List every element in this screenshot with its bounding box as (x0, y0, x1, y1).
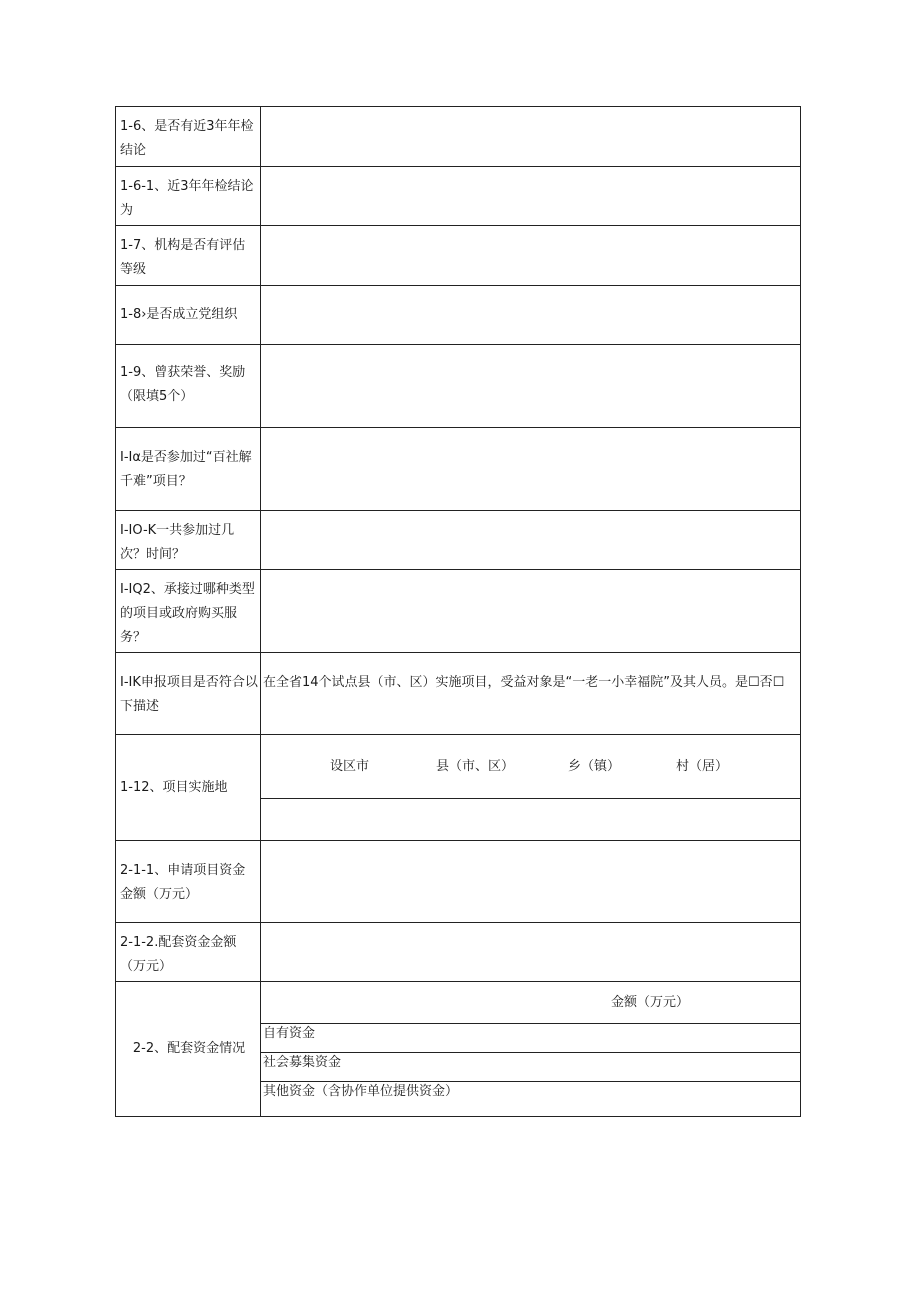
row-party-organization (116, 286, 800, 345)
row-label: 1-7、机构是否有评估等级 (116, 226, 261, 285)
row-inspection-result (116, 167, 800, 226)
inspection-result-field[interactable] (261, 167, 800, 225)
row-label: 1-12、项目实施地 (116, 735, 261, 840)
row-participation-count (116, 511, 800, 570)
requested-amount-field[interactable] (261, 841, 800, 922)
row-implementation-site (116, 735, 800, 841)
fund-source-label: 其他资金（含协作单位提供资金） (263, 1084, 459, 1099)
participation-count-field[interactable] (261, 511, 800, 569)
participated-project-field[interactable] (261, 428, 800, 510)
amount-header: 金额（万元） (611, 995, 690, 1010)
row-label: 2-1-1、申请项目资金金额（万元） (116, 841, 261, 922)
county-label: 县（市、区） (436, 759, 515, 774)
amount-header-row (261, 982, 800, 1024)
row-label: I-IK申报项目是否符合以下描述 (116, 653, 261, 734)
location-input-row[interactable] (261, 799, 800, 841)
row-label: 1-8›是否成立党组织 (116, 286, 261, 344)
row-label: I-Iα是否参加过“百社解千难”项目？ (116, 428, 261, 510)
fund-source-social[interactable] (261, 1053, 800, 1082)
application-form-table (115, 106, 801, 1117)
funding-breakdown (261, 982, 800, 1116)
row-project-types (116, 570, 800, 653)
row-label: 2-1-2.配套资金金额（万元） (116, 923, 261, 981)
party-organization-field[interactable] (261, 286, 800, 344)
row-label: 1-6-1、近3年年检结论为 (116, 167, 261, 225)
row-evaluation-grade (116, 226, 800, 286)
row-label: 1-9、曾获荣誉、奖励（限填5个） (116, 345, 261, 427)
town-label: 乡（镇） (568, 759, 621, 774)
row-label: 2-2、配套资金情况 (116, 982, 261, 1116)
row-participated-project (116, 428, 800, 511)
evaluation-grade-field[interactable] (261, 226, 800, 285)
criteria-description: 在全省14个试点县（市、区）实施项目，受益对象是“一老一小幸福院”及其人员。是☐否☐ (263, 675, 785, 690)
row-label: I-IQ2、承接过哪种类型的项目或政府购买服务？ (116, 570, 261, 652)
row-project-criteria (116, 653, 800, 735)
location-header-row (261, 735, 800, 799)
row-requested-amount (116, 841, 800, 923)
matching-amount-field[interactable] (261, 923, 800, 981)
fund-source-other[interactable] (261, 1082, 800, 1116)
annual-inspection-field[interactable] (261, 107, 800, 166)
row-matching-amount (116, 923, 800, 982)
village-label: 村（居） (676, 759, 729, 774)
implementation-site-group (261, 735, 800, 840)
row-honors (116, 345, 800, 428)
row-label: 1-6、是否有近3年年检结论 (116, 107, 261, 166)
project-criteria-field[interactable] (261, 653, 800, 734)
honors-field[interactable] (261, 345, 800, 427)
city-label: 设区市 (330, 759, 370, 774)
fund-source-own[interactable] (261, 1024, 800, 1053)
fund-source-label: 自有资金 (263, 1026, 316, 1041)
row-annual-inspection (116, 107, 800, 167)
project-types-field[interactable] (261, 570, 800, 652)
row-matching-funds (116, 982, 800, 1116)
row-label: I-IO-K一共参加过几次？时间？ (116, 511, 261, 569)
fund-source-label: 社会募集资金 (263, 1055, 342, 1070)
